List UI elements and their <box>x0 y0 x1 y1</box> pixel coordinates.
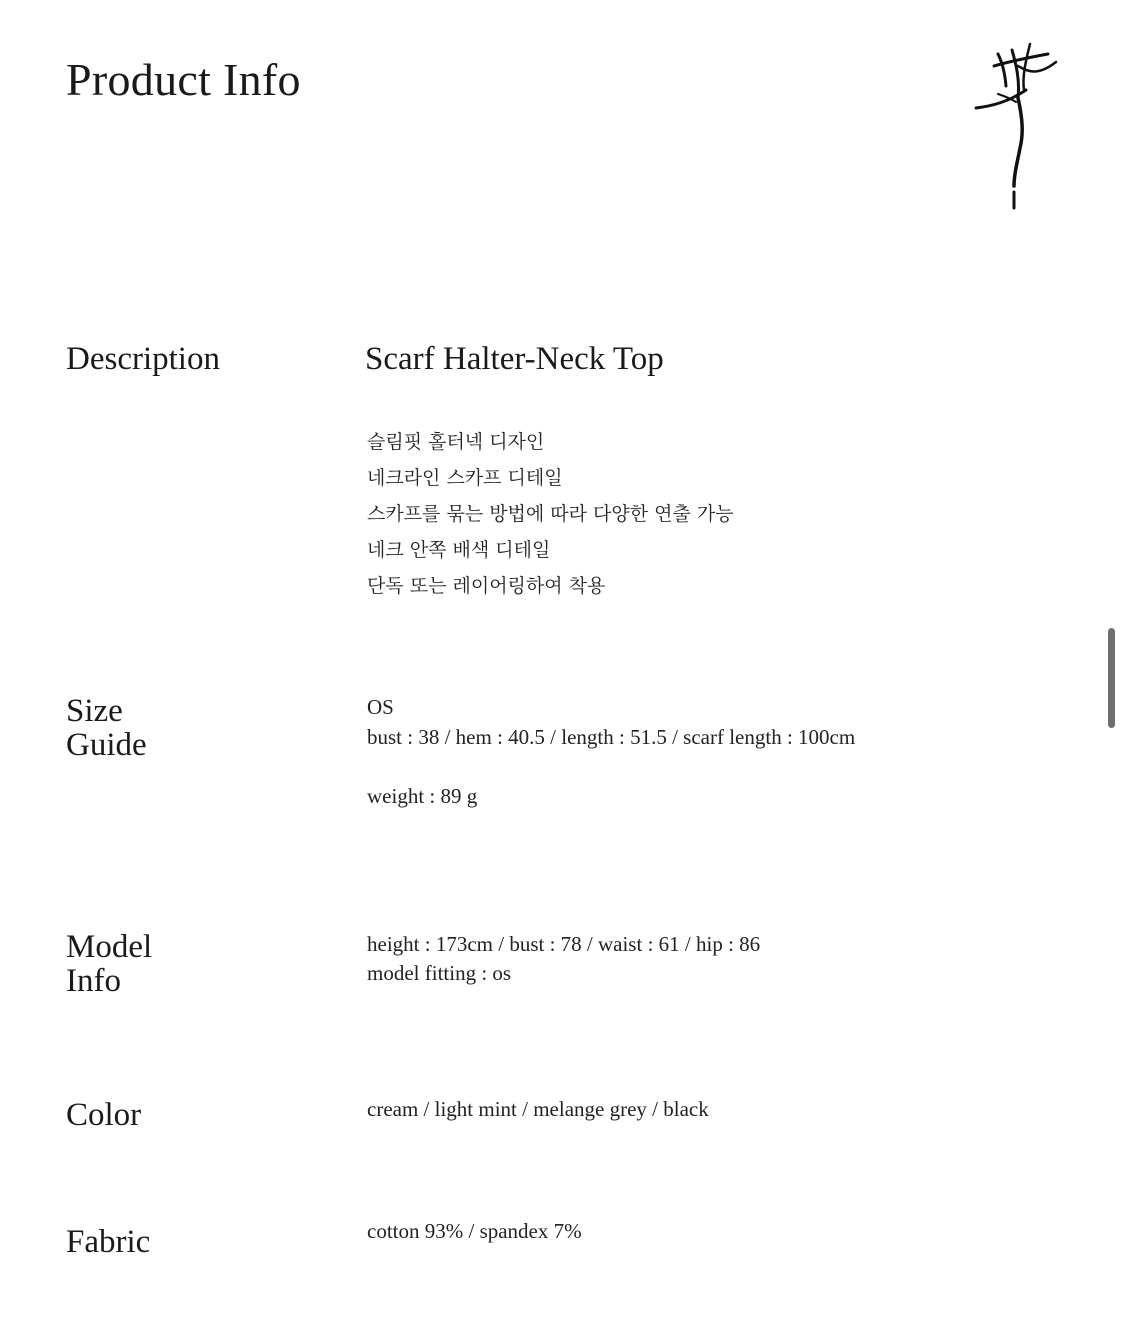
list-item: 슬림핏 홀터넥 디자인 <box>367 431 545 453</box>
list-item: 단독 또는 레이어링하여 착용 <box>367 575 606 597</box>
color-value: cream / light mint / melange grey / black <box>367 1097 709 1121</box>
model-measurements: height : 173cm / bust : 78 / waist : 61 / hip : 86 <box>367 932 761 956</box>
fabric-label: Fabric <box>66 1224 151 1260</box>
size-measurements: bust : 38 / hem : 40.5 / length : 51.5 / scarf length : 100cm <box>367 725 856 749</box>
model-info-label <box>66 930 152 998</box>
size-guide-label-line1: Size <box>66 693 123 729</box>
list-item: 네크라인 스카프 디테일 <box>367 467 563 489</box>
size-value: OS <box>367 695 394 719</box>
scrollbar-thumb[interactable] <box>1108 628 1115 728</box>
description-list <box>367 424 734 604</box>
size-guide-label <box>66 694 147 762</box>
weight-value: weight : 89 g <box>367 784 478 808</box>
fabric-value: cotton 93% / spandex 7% <box>367 1219 582 1243</box>
page-title: Product Info <box>66 54 301 105</box>
list-item: 네크 안쪽 배색 디테일 <box>367 539 551 561</box>
model-info-label-line2: Info <box>66 963 121 999</box>
product-name: Scarf Halter-Neck Top <box>365 341 664 377</box>
model-fitting: model fitting : os <box>367 961 512 985</box>
list-item: 스카프를 묶는 방법에 따라 다양한 연출 가능 <box>367 503 734 525</box>
description-label: Description <box>66 341 220 377</box>
model-info-label-line1: Model <box>66 929 153 965</box>
size-guide-label-line2: Guide <box>66 727 147 763</box>
signature-logo-icon <box>968 36 1068 216</box>
color-label: Color <box>66 1097 142 1133</box>
